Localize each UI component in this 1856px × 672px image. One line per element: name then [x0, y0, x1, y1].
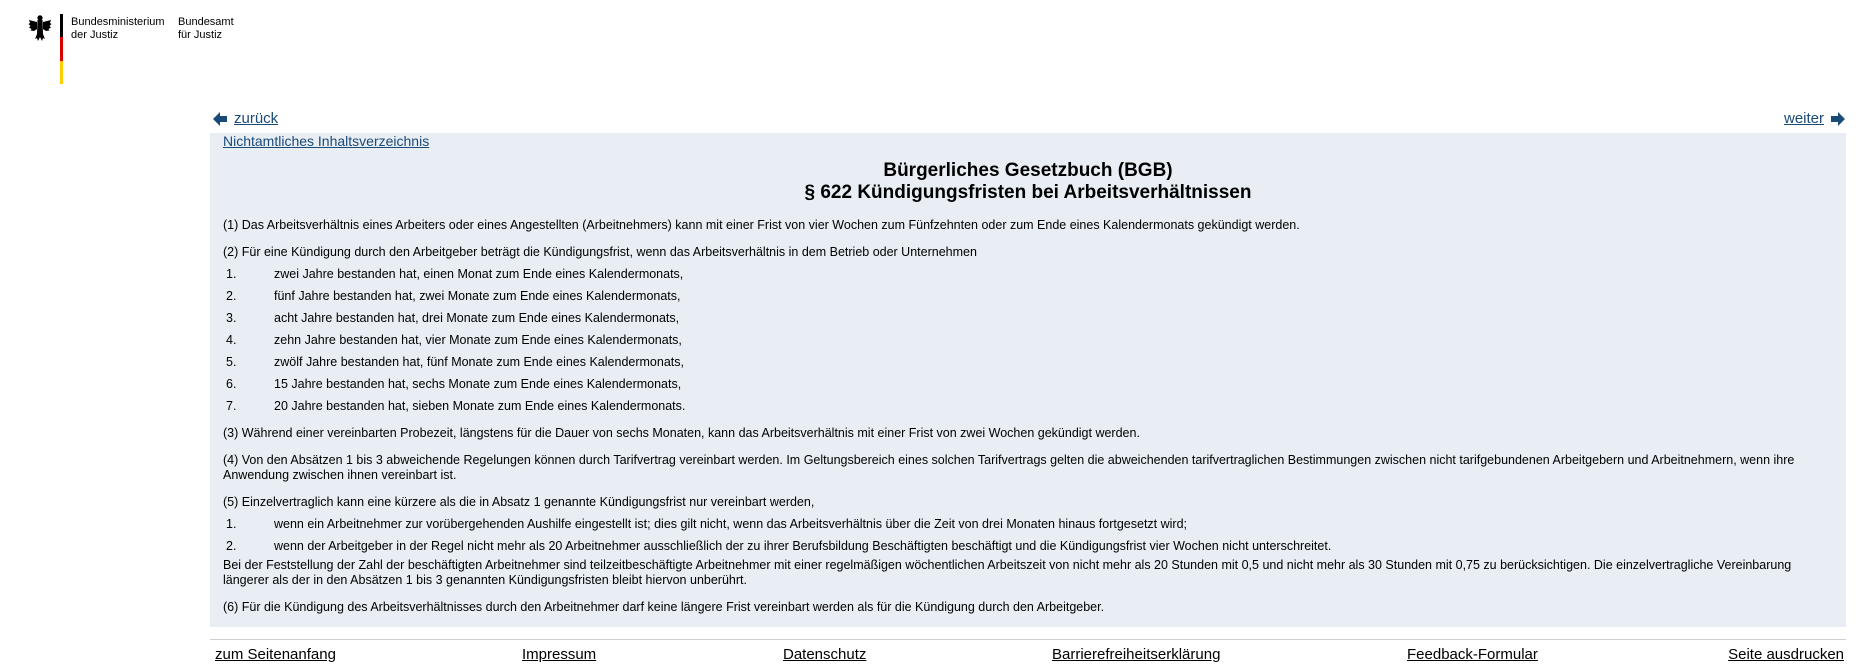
list-item-number: 1. — [226, 267, 237, 281]
footer-print-link[interactable]: Seite ausdrucken — [1728, 646, 1844, 663]
back-link-label: zurück — [234, 110, 279, 127]
paragraph-4: (4) Von den Absätzen 1 bis 3 abweichende Regelungen können durch Tarifvertrag vereinbart werden. Im Geltungsbereich eines solchen Tarifvertrags gelten die abweichenden tarifvertraglichen Bestimmungen zwischen nicht tarifgebundenen Arbeitgebern und Arbeitnehmern, wenn ihre Anwendung zwischen ihnen vereinbart ist. — [223, 453, 1795, 482]
paragraph-6: (6) Für die Kündigung des Arbeitsverhältnisses durch den Arbeitnehmer darf keine längere Frist vereinbart werden als für die Kündigung durch den Arbeitgeber. — [223, 600, 1105, 614]
document-body — [223, 218, 1835, 627]
list-item-text: acht Jahre bestanden hat, drei Monate zum Ende eines Kalendermonats, — [274, 311, 680, 325]
list-item — [223, 289, 1835, 304]
list-item — [223, 355, 1835, 370]
list-item-number: 5. — [226, 355, 237, 369]
law-title: Bürgerliches Gesetzbuch (BGB) — [883, 160, 1173, 181]
list-item-text: zwei Jahre bestanden hat, einen Monat zum Ende eines Kalendermonats, — [274, 267, 684, 281]
document-title-block — [210, 160, 1846, 204]
office-name-line1: Bundesamt — [178, 16, 234, 28]
list-item — [223, 333, 1835, 348]
back-link[interactable] — [212, 110, 278, 127]
list-item — [223, 267, 1835, 282]
footer-divider — [210, 639, 1846, 640]
list-item-text: zwölf Jahre bestanden hat, fünf Monate zum Ende eines Kalendermonats, — [274, 355, 684, 369]
list-item-number: 7. — [226, 399, 237, 413]
list-item-text: 20 Jahre bestanden hat, sieben Monate zum Ende eines Kalendermonats. — [274, 399, 686, 413]
list-item-number: 1. — [226, 517, 237, 531]
arrow-right-icon — [1830, 111, 1846, 127]
ministry-name-line1: Bundesministerium — [71, 16, 165, 28]
content-panel — [210, 133, 1846, 627]
ministry-name-line2: der Justiz — [71, 29, 119, 41]
list-item-number: 2. — [226, 539, 237, 553]
paragraph-1: (1) Das Arbeitsverhältnis eines Arbeiters oder eines Angestellten (Arbeitnehmers) kann mit einer Frist von vier Wochen zum Fünfzehnten oder zum Ende eines Kalendermonats gekündigt werden. — [223, 218, 1300, 232]
german-flag-bar — [60, 14, 63, 84]
footer-accessibility-link[interactable]: Barrierefreiheitserklärung — [1052, 646, 1221, 663]
paragraph-5-list — [223, 517, 1835, 554]
list-item — [223, 377, 1835, 392]
list-item — [223, 539, 1835, 554]
footer-feedback-link[interactable]: Feedback-Formular — [1407, 646, 1538, 663]
list-item-text: fünf Jahre bestanden hat, zwei Monate zum Ende eines Kalendermonats, — [274, 289, 681, 303]
office-name — [178, 16, 258, 42]
list-item-text: wenn ein Arbeitnehmer zur vorübergehenden Aushilfe eingestellt ist; dies gilt nicht, wenn das Arbeitsverhältnis über die Zeit von drei Monaten hinaus fortgesetzt wird; — [274, 517, 1188, 531]
list-item-number: 3. — [226, 311, 237, 325]
list-item — [223, 399, 1835, 414]
paragraph-5: (5) Einzelvertraglich kann eine kürzere als die in Absatz 1 genannte Kündigungsfrist nur vereinbart werden, — [223, 495, 815, 509]
list-item-number: 2. — [226, 289, 237, 303]
list-item-number: 6. — [226, 377, 237, 391]
ministry-name — [71, 16, 171, 42]
list-item-text: zehn Jahre bestanden hat, vier Monate zum Ende eines Kalendermonats, — [274, 333, 682, 347]
paragraph-2-list — [223, 267, 1835, 414]
paragraph-2: (2) Für eine Kündigung durch den Arbeitgeber beträgt die Kündigungsfrist, wenn das Arbeitsverhältnis in dem Betrieb oder Unternehmen — [223, 245, 977, 259]
toc-link[interactable]: Nichtamtliches Inhaltsverzeichnis — [223, 133, 430, 149]
ministry-logo[interactable] — [28, 14, 268, 86]
list-item — [223, 311, 1835, 326]
section-title: § 622 Kündigungsfristen bei Arbeitsverhältnissen — [804, 182, 1252, 203]
list-item-number: 4. — [226, 333, 237, 347]
arrow-left-icon — [212, 111, 228, 127]
paragraph-3: (3) Während einer vereinbarten Probezeit, längstens für die Dauer von sechs Monaten, kann das Arbeitsverhältnis mit einer Frist von zwei Wochen gekündigt werden. — [223, 426, 1140, 440]
footer-top-link[interactable]: zum Seitenanfang — [215, 646, 336, 663]
list-item-text: wenn der Arbeitgeber in der Regel nicht mehr als 20 Arbeitnehmer ausschließlich der zu ihrer Berufsbildung Beschäftigten beschäftigt und die Kündigungsfrist vier Wochen nicht unterschreitet. — [274, 539, 1332, 553]
next-link[interactable] — [1784, 110, 1846, 127]
next-link-label: weiter — [1783, 110, 1824, 127]
footer-privacy-link[interactable]: Datenschutz — [783, 646, 867, 663]
paragraph-5-tail: Bei der Feststellung der Zahl der beschäftigten Arbeitnehmer sind teilzeitbeschäftigte Arbeitnehmer mit einer regelmäßigen wöchentlichen Arbeitszeit von nicht mehr als 20 Stunden mit 0,5 und nicht mehr als 30 Stunden mit 0,75 zu berücksichtigen. Die einzelvertragliche Vereinbarung längerer als der in den Absätzen 1 bis 3 genannten Kündigungsfristen bleibt hiervon unberührt. — [223, 558, 1792, 587]
eagle-icon — [28, 14, 52, 44]
list-item — [223, 517, 1835, 532]
footer-impressum-link[interactable]: Impressum — [522, 646, 597, 663]
list-item-text: 15 Jahre bestanden hat, sechs Monate zum Ende eines Kalendermonats, — [274, 377, 682, 391]
office-name-line2: für Justiz — [178, 29, 223, 41]
